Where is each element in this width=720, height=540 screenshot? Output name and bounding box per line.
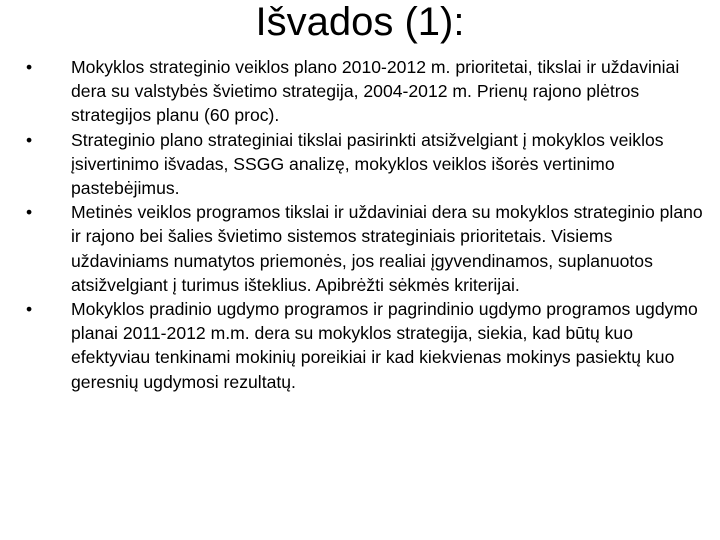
- bullet-item: [26, 128, 706, 201]
- bullet-text: Mokyklos strateginio veiklos plano 2010-2012 m. prioritetai, tikslai ir uždaviniai dera su valstybės švietimo strategija, 2004-2012 m. Prienų rajono plėtros strategijos planu (60 proc).: [71, 57, 680, 126]
- bullet-mark: •: [26, 129, 33, 150]
- bullet-text: Mokyklos pradinio ugdymo programos ir pagrindinio ugdymo programos ugdymo planai 2011-2012 m.m. dera su mokyklos strategija, siekia, kad būtų kuo efektyviau tenkinami mokinių poreikiai ir kad kiekvienas mokinys pasiektų kuo geresnių ugdymosi rezultatų.: [71, 299, 698, 392]
- bullet-item: [26, 55, 706, 128]
- bullet-item: [26, 297, 706, 394]
- bullet-text: Metinės veiklos programos tikslai ir uždaviniai dera su mokyklos strateginio plano ir rajono bei šalies švietimo sistemos strateginiais prioritetais. Visiems uždaviniams numatytos priemonės, jos realiai įgyvendinamos, suplanuotos atsižvelgiant į turimus išteklius. Apibrėžti sėkmės kriterijai.: [71, 202, 703, 295]
- bullet-list: [26, 55, 706, 394]
- bullet-mark: •: [26, 299, 33, 320]
- bullet-item: [26, 200, 706, 297]
- bullet-mark: •: [26, 202, 33, 223]
- bullet-text: Strateginio plano strateginiai tikslai pasirinkti atsižvelgiant į mokyklos veiklos įsivertinimo išvadas, SSGG analizę, mokyklos veiklos išorės vertinimo pastebėjimus.: [71, 129, 664, 199]
- slide-title: Išvados (1):: [255, 0, 465, 44]
- bullet-mark: •: [26, 57, 33, 77]
